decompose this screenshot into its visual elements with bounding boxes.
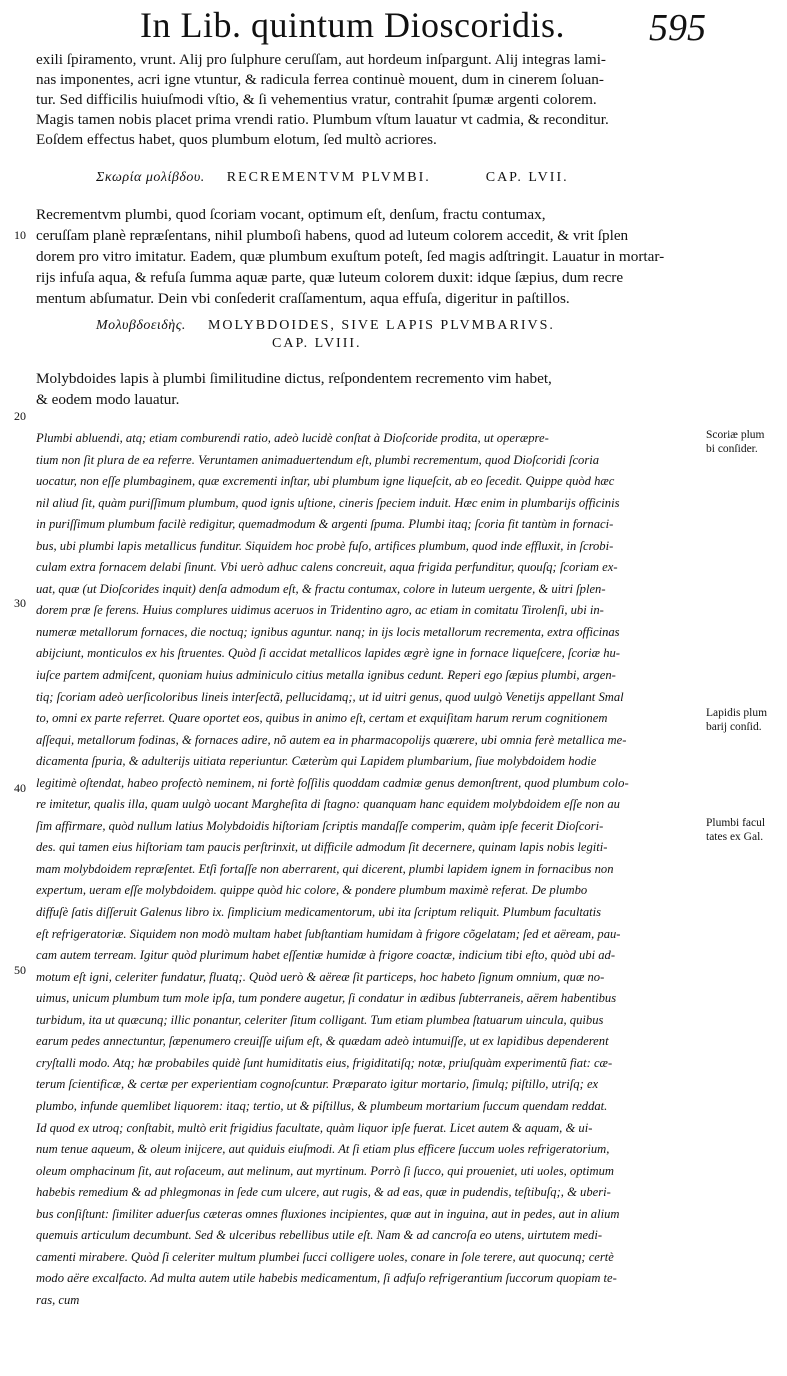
text-line: ceruſſam planè repræſentans, nihil plumboſi habens, quod ad luteum colorem accedit, & vrit ſplen xyxy=(36,227,629,244)
chapter-58-heading xyxy=(96,318,555,334)
line-number: 10 xyxy=(14,228,26,242)
text-line: cryſtalli modo. Atq; hæ probabiles quidè ſunt humiditatis eius, frigiditatiſq; notæ, priuſquàm experimentũ fiat: cæ- xyxy=(36,1055,613,1070)
margin-note-line: tates ex Gal. xyxy=(706,831,764,843)
text-line: quemuis articulum decumbunt. Sed & ulceribus rebellibus utile eſt. Nam & ad cancroſa eo utens, uirtutem medi- xyxy=(36,1228,603,1243)
text-line: camenti mirabere. Quòd ſi celeriter multum plumbei ſucci colligere uoles, conare in ſole terere, aut quocunq; certè xyxy=(36,1249,614,1264)
text-line: Magis tamen nobis placet prima vrendi ratio. Plumbum vſtum lauatur vt cadmia, & reconditur. xyxy=(36,111,609,128)
margin-note-line: Plumbi facul xyxy=(706,817,766,829)
margin-note-line: bi conſider. xyxy=(706,443,758,455)
chapter-58-number: CAP. LVIII. xyxy=(272,336,362,351)
text-line: Id quod ex utroq; conſtabit, multò erit frigidius facultate, quàm liquor ipſe fuerat. Licet autem & aquam, & ui- xyxy=(36,1120,593,1135)
text-line: uocatur, non eſſe plumbaginem, quæ excrementi inſtar, ubi plumbum igne liqueſcit, ab eo ſecedit. Quippe quòd hæc xyxy=(36,474,615,489)
text-line: exili ſpiramento, vrunt. Alij pro ſulphure ceruſſam, aut hordeum inſpargunt. Alij integras lami- xyxy=(36,51,606,68)
text-line: diffuſè ſatis diſſeruit Galenus libro ix. ſimplicium medicamentorum, ubi ita ſcriptum reliquit. Plumbum facultatis xyxy=(36,905,602,920)
text-line: tur. Sed difficilis huiuſmodi vſtio, & ſi vehementius vratur, contrahit ſpumæ argenti colorem. xyxy=(36,91,597,108)
greek-title: Μολυβδοειδὴς. xyxy=(96,318,186,333)
line-number: 20 xyxy=(14,409,26,423)
text-line: dorem pro vitro imitatur. Eadem, quæ plumbum exuſtum poteſt, ſed magis adſtringit. Lauatur in mortar- xyxy=(36,248,665,265)
text-line: turbidum, ita ut quæcunq; illic ponantur, celeriter ſitum colligant. Tum etiam plumbea ſtatuarum uincula, quibus xyxy=(36,1012,604,1027)
text-line: in puriſſimum plumbum facilè redigitur, quemadmodum & argenti ſpuma. Plumbi itaq; ſcoria fit tantùm in fornaci- xyxy=(36,517,614,532)
text-line: iuſce partem admiſcent, quoniam huius adminiculo citius metalla ignibus cedunt. Reperi ego ſæpius plumbi, argen- xyxy=(36,668,616,683)
intro-paragraph xyxy=(36,50,692,150)
text-line: rijs infuſa aqua, & refuſa ſumma aquæ parte, quæ luteum colorem duxit: idque ſæpius, dum recre xyxy=(36,269,624,286)
page-number: 595 xyxy=(649,7,706,49)
text-line: cam autem terream. Igitur quòd plurimum habet eſſentiæ humidæ à frigore coactæ, indicium tibi eſto, quòd ubi ad- xyxy=(36,948,616,963)
line-number: 30 xyxy=(14,596,26,610)
line-number: 50 xyxy=(14,963,26,977)
text-line: plumbo, infunde quemlibet liquorem: itaq; tertio, ut & piſtillus, & plumbeum mortarium ſuccum quendam reddat. xyxy=(36,1098,608,1113)
text-line: dorem præ ſe ferens. Huius complures uidimus aceruos in Tridentino agro, ac etiam in comitatu Tirolenſi, ubi in- xyxy=(36,603,604,618)
text-line: uat, quæ (ut Dioſcorides inquit) denſa admodum eſt, & fractu contumax, colore in luteum uergente, & uitri ſplen- xyxy=(36,581,606,596)
text-line: habebis remedium & ad phlegmonas in ſede cum ulcere, aut rugis, & ad eas, quæ in pudendis, teſtibuſq;, & uberi- xyxy=(36,1185,611,1200)
text-line: re imitetur, qualis illa, quam uulgò uocant Margheſita di ſtagno: quanquam hanc equidem molybdoidem eſſe non au xyxy=(36,797,620,812)
margin-note-line: barij conſid. xyxy=(706,721,762,733)
text-line xyxy=(36,1333,702,1355)
running-title: In Lib. quintum Dioscoridis. xyxy=(140,5,565,45)
text-line: numeræ metallorum fornaces, die noctuq; ignibus aguntur. nanq; in ijs locis metallorum recrementa, extra officinas xyxy=(36,624,620,639)
chapter-title: MOLYBDOIDES, SIVE LAPIS PLVMBARIVS. xyxy=(207,318,555,333)
text-line: expertum, ueram eſſe molybdoidem. quippe quòd hic colore, & pondere plumbum maximè referat. De plumbo xyxy=(36,883,588,898)
text-line: culam extra fornacem delabi ſinunt. Vbi uerò adhuc calens concreuit, aqua frigida perfunditur, quouſq; ſcoriam ex- xyxy=(36,560,618,575)
chapter-number: CAP. LVII. xyxy=(485,170,569,185)
text-line: to, omni ex parte referret. Quare oportet eos, quibus in animo eſt, certam et exquiſitam harum rerum cognitionem xyxy=(36,711,608,726)
text-line: legitimè oſtendat, habeo profectò neminem, ni fortè foſſilis quoddam cadmiæ genus demonſtrent, quod plumbum colo- xyxy=(36,775,629,790)
line-number: 40 xyxy=(14,781,26,795)
text-line: motum eſt igni, celeriter fundatur, fluatq;. Quòd uerò & aëreæ ſit particeps, hoc habeto ſignum omnium, quæ no- xyxy=(36,969,605,984)
text-line: nas imponentes, acri igne vtuntur, & radicula ferrea continuè mouent, dum in cinerem ſoluan- xyxy=(36,71,604,88)
text-line: uimus, unicum plumbum tum mole ipſa, tum pondere augetur, ſi condatur in ædibus ſubterraneis, aërem habentibus xyxy=(36,991,617,1006)
margin-note xyxy=(706,428,786,456)
chapter-57-text xyxy=(36,204,692,309)
text-line: ras, cum xyxy=(36,1292,80,1307)
margin-note xyxy=(706,816,786,844)
text-line: mentum abſumatur. Dein vbi conſederit craſſamentum, aqua effuſa, digeritur in paſtillos. xyxy=(36,290,570,307)
text-line: ſim affirmare, quòd nullum latius Molybdoidis hiſtoriam ſcriptis mandaſſe comperim, quàm ipſe fecerit Dioſcori- xyxy=(36,818,604,833)
text-line: tium non ſit plura de ea referre. Veruntamen animaduertendum eſt, plumbi recrementum, quod Dioſcoridi ſcoria xyxy=(36,452,600,467)
text-line: modo aëre excalfacto. Ad multa autem utile habebis medicamentum, ſi adfuſo refrigerantium ſuccorum quopiam te- xyxy=(36,1271,617,1286)
text-line: eſt refrigeratoriæ. Siquidem non modò multam habet ſubſtantiam humidam à frigore cõgelatam; ſed et aëream, pau- xyxy=(36,926,621,941)
text-line: & eodem modo lauatur. xyxy=(36,391,180,408)
text-line xyxy=(36,1355,702,1376)
text-line: bus, ubi plumbi lapis metallicus funditur. Siquidem hoc probè fuſo, artifices plumbum, quod inde effluxit, in ſcrobi- xyxy=(36,538,614,553)
text-line: oleum omphacinum ſit, aut roſaceum, aut melinum, aut myrtinum. Porrò ſi ſucco, qui proueniet, uti uoles, optimum xyxy=(36,1163,614,1178)
commentary-text xyxy=(36,428,702,1376)
text-line: aſſequi, metallorum fodinas, & fornaces adire, nõ autem ea in pharmacopolijs quærere, ubi omnia ferè metallica me- xyxy=(36,732,627,747)
chapter-58-text xyxy=(36,368,692,410)
text-line xyxy=(36,1311,702,1333)
text-line: mam molybdoidem repræſentet. Etſi fortaſſe non aberrarent, qui dicerent, plumbi lapidem ignem in fornacibus non xyxy=(36,861,614,876)
running-head xyxy=(140,4,770,48)
text-line: tiq; ſcoriam adeò uerſicoloribus lineis interſectã, pellucidamq;, ut id uitri genus, quod uulgò Venetijs appellant Smal xyxy=(36,689,624,704)
text-line: Molybdoides lapis à plumbi ſimilitudine dictus, reſpondentem recremento vim habet, xyxy=(36,370,552,387)
text-line: abijciunt, monticulos ex his ſtruentes. Quòd ſi accidat metallicos lapides ægrè igne in fornace liqueſcere, ſcoriæ hu- xyxy=(36,646,620,661)
text-line: Plumbi abluendi, atq; etiam comburendi ratio, adeò lucidè conſtat à Dioſcoride prodita, ut operæpre- xyxy=(36,431,549,445)
text-line: Eoſdem effectus habet, quos plumbum elotum, ſed multò acriores. xyxy=(36,131,437,148)
text-line: dicamenta ſpuria, & adulterijs uitiata reperiuntur. Cæterùm qui Lapidem plumbarium, ſiue molybdoidem hodie xyxy=(36,754,597,769)
margin-note-line: Scoriæ plum xyxy=(706,429,765,441)
chapter-title: RECREMENTVM PLVMBI. xyxy=(226,170,431,185)
text-line: earum pedes annectuntur, ſæpenumero creuiſſe uiſum eſt, & quædam adeò intumuiſſe, ut ex lapidibus dependerent xyxy=(36,1034,609,1049)
text-line: num tenue aqueum, & oleum inijcere, aut quiduis eiuſmodi. At ſi etiam plus efficere ſuccum uoles refrigeratorium, xyxy=(36,1142,610,1157)
text-line: bus conſiſtunt: ſimiliter aduerſus cæteras omnes fluxiones incipientes, quæ aut in inguina, aut in pedes, aut in alium xyxy=(36,1206,620,1221)
text-line: des. qui tamen eius hiſtoriam tam paucis perſtrinxit, ut difficile admodum ſit decernere, quinam lapis nobis legiti- xyxy=(36,840,608,855)
chapter-57-heading xyxy=(96,170,569,186)
text-line: Recrementvm plumbi, quod ſcoriam vocant, optimum eſt, denſum, fractu contumax, xyxy=(36,206,546,223)
margin-note-line: Lapidis plum xyxy=(706,707,768,719)
greek-title: Σκωρία μολίβδου. xyxy=(96,170,205,185)
text-line: terum ſcientificæ, & certæ per experientiam cognoſcuntur. Præparato igitur mortario, ſimulq; piſtillo, utriſq; ex xyxy=(36,1077,599,1092)
margin-note xyxy=(706,706,786,734)
text-line: nil aliud ſit, quàm puriſſimum plumbum, quod ignis uſtione, cineris ſpeciem induit. Hæc enim in plumbarijs officinis xyxy=(36,495,620,510)
